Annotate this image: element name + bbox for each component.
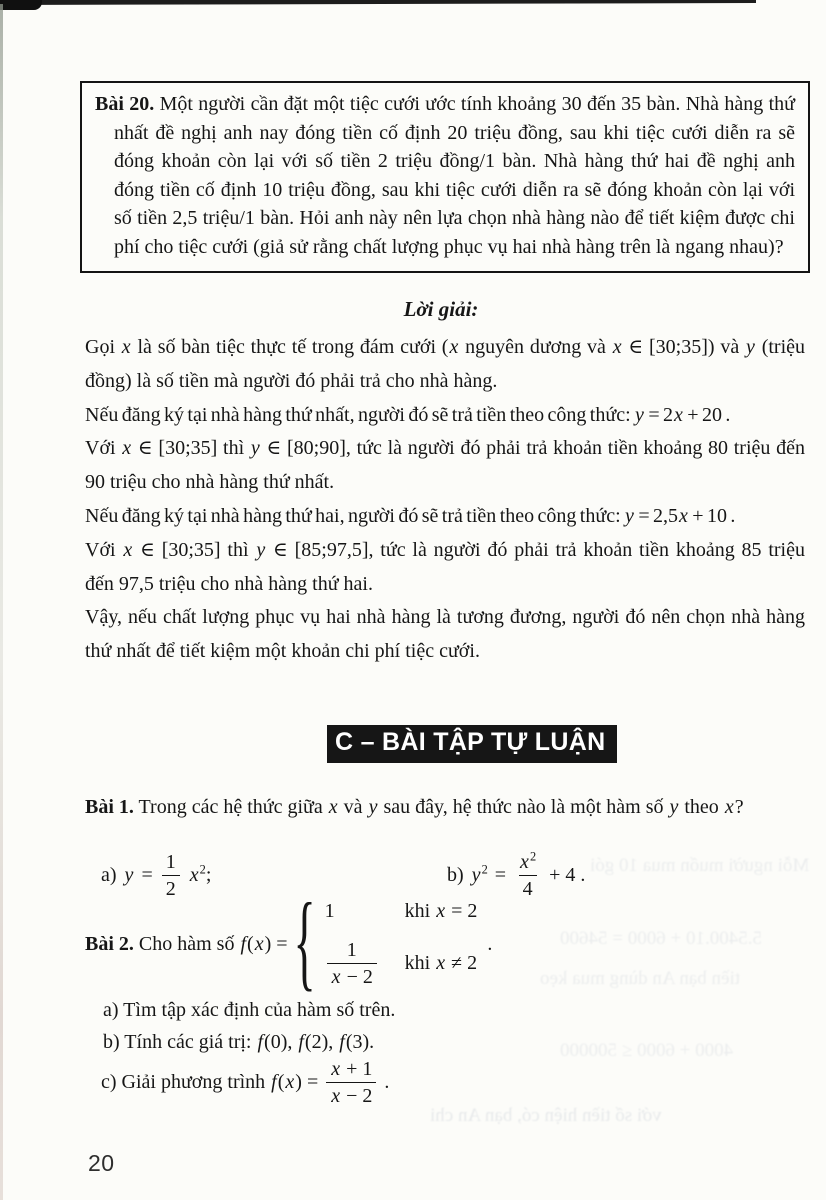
fraction-denominator: x − 2: [326, 1082, 376, 1108]
exercise-2-item-b: b) Tính các giá trị: f(0), f(2), f(3).: [103, 1031, 375, 1053]
formula-tail: $x^2$;: [189, 861, 212, 886]
solution-paragraph: Nếu đăng ký tại nhà hàng thứ hai, người đó sẽ trả tiền theo công thức: y = 2,5x + 10 .: [85, 504, 736, 527]
case-2-condition: khi x ≠ 2: [404, 951, 478, 974]
exercise-2-item-a: a) Tìm tập xác định của hàm số trên.: [103, 999, 396, 1021]
solution-paragraph: Gọi x là số bàn tiệc thực tế trong đám cưới (x nguyên dương và x ∈ [30;35]) và y (triệu đồng) là số tiền mà người đó phải trả cho nhà hàng.: [85, 336, 806, 392]
fraction-numerator: 1: [165, 850, 176, 873]
exercise-2-item-c: [101, 1057, 389, 1108]
fraction-numerator: $x^2$: [520, 848, 537, 873]
solution-paragraph: Với x ∈ [30;35] thì y ∈ [80;90], tức là người đó phải trả khoản tiền khoảng 80 triệu đến 90 triệu cho nhà hàng thứ nhất.: [85, 437, 805, 494]
equals-sign: =: [494, 863, 507, 886]
bleed-through-text: với số tiền hiện có, bạn An chi: [430, 1105, 662, 1126]
solution-paragraph: Nếu đăng ký tại nhà hàng thứ nhất, người đó sẽ trả tiền theo công thức: y = 2x + 20 .: [85, 403, 731, 426]
exercise-1-intro: Bài 1. Trong các hệ thức giữa x và y sau đây, hệ thức nào là một hàm số y theo x?: [85, 796, 744, 818]
piecewise-function: [292, 881, 478, 1002]
equals-sign: =: [141, 863, 153, 886]
piecewise-case-1: [325, 900, 478, 923]
fraction: [327, 938, 377, 989]
piecewise-cases: [325, 900, 478, 989]
fraction-numerator: x + 1: [331, 1058, 373, 1080]
item-label-a: a): [101, 863, 117, 886]
fraction-denominator: 2: [162, 875, 180, 901]
sentence-period: .: [487, 932, 493, 955]
page-number: 20: [88, 1150, 115, 1176]
fraction-denominator: 4: [519, 875, 537, 901]
fraction: [326, 1057, 376, 1108]
solution-paragraph: Vậy, nếu chất lượng phục vụ hai nhà hàng là tương đương, người đó nên chọn nhà hàng thứ nhất để tiết kiệm một khoản chi phí tiệc cưới.: [85, 606, 805, 663]
section-c-banner: C – BÀI TẬP TỰ LUẬN: [327, 725, 617, 763]
bleed-through-text: 4000 + 6000 ≤ 500000: [560, 1040, 734, 1061]
formula-lhs: y: [124, 863, 134, 886]
fraction-denominator: x − 2: [327, 963, 377, 989]
case-1-value: 1: [324, 899, 335, 922]
scan-corner-artifact: [0, 0, 42, 10]
fraction: [515, 850, 540, 901]
solution-body: [85, 331, 805, 669]
exercise-2-lead: Bài 2. Cho hàm số f(x) =: [85, 932, 288, 955]
problem-20-text: Bài 20. Một người cần đặt một tiệc cưới ước tính khoảng 30 đến 35 bàn. Nhà hàng thứ nhất đề nghị anh nay đóng tiền cố định 20 triệu đồng, sau khi tiệc cưới diễn ra sẽ đóng khoản còn lại với số tiền 2 triệu đồng/1 bàn. Nhà hàng thứ hai đề nghị anh đóng tiền cố định 10 triệu đồng, sau khi tiệc cưới diễn ra sẽ đóng khoản còn lại với số tiền 2,5 triệu/1 bàn. Hỏi anh này nên lựa chọn nhà hàng nào để tiết kiệm được chi phí cho tiệc cưới (giả sử rằng chất lượng phục vụ hai nhà hàng trên là ngang nhau)?: [95, 93, 795, 258]
bleed-through-text: 5.5400.10 + 6000 = 54600: [560, 928, 762, 949]
bleed-through-text: tiền bạn An dùng mua kẹo: [540, 968, 740, 989]
case-2-value: [325, 938, 405, 989]
scan-top-edge-artifact: [0, 0, 756, 5]
piecewise-case-2: [325, 938, 478, 989]
sentence-period: .: [384, 1071, 390, 1093]
case-1-condition: khi x = 2: [404, 899, 478, 922]
formula-tail: + 4 .: [549, 863, 586, 886]
left-brace: {: [293, 881, 316, 1002]
exercise-2-intro: [85, 881, 493, 1002]
problem-20-box: [80, 81, 810, 273]
solution-paragraph: Với x ∈ [30;35] thì y ∈ [85;97,5], tức là người đó phải trả khoản tiền khoảng 85 triệu đến 97,5 triệu cho nhà hàng thứ hai.: [85, 538, 805, 595]
formula-lhs: $y^2$: [471, 861, 488, 886]
item-label-b: b): [447, 863, 464, 886]
solution-heading: Lời giải:: [403, 297, 479, 321]
item-c-lead: c) Giải phương trình f(x) =: [101, 1071, 319, 1093]
fraction-numerator: 1: [346, 938, 357, 961]
bleed-through-text: Mỗi người muốn mua 10 gói: [590, 855, 810, 876]
scan-left-edge-artifact: [0, 4, 3, 1200]
